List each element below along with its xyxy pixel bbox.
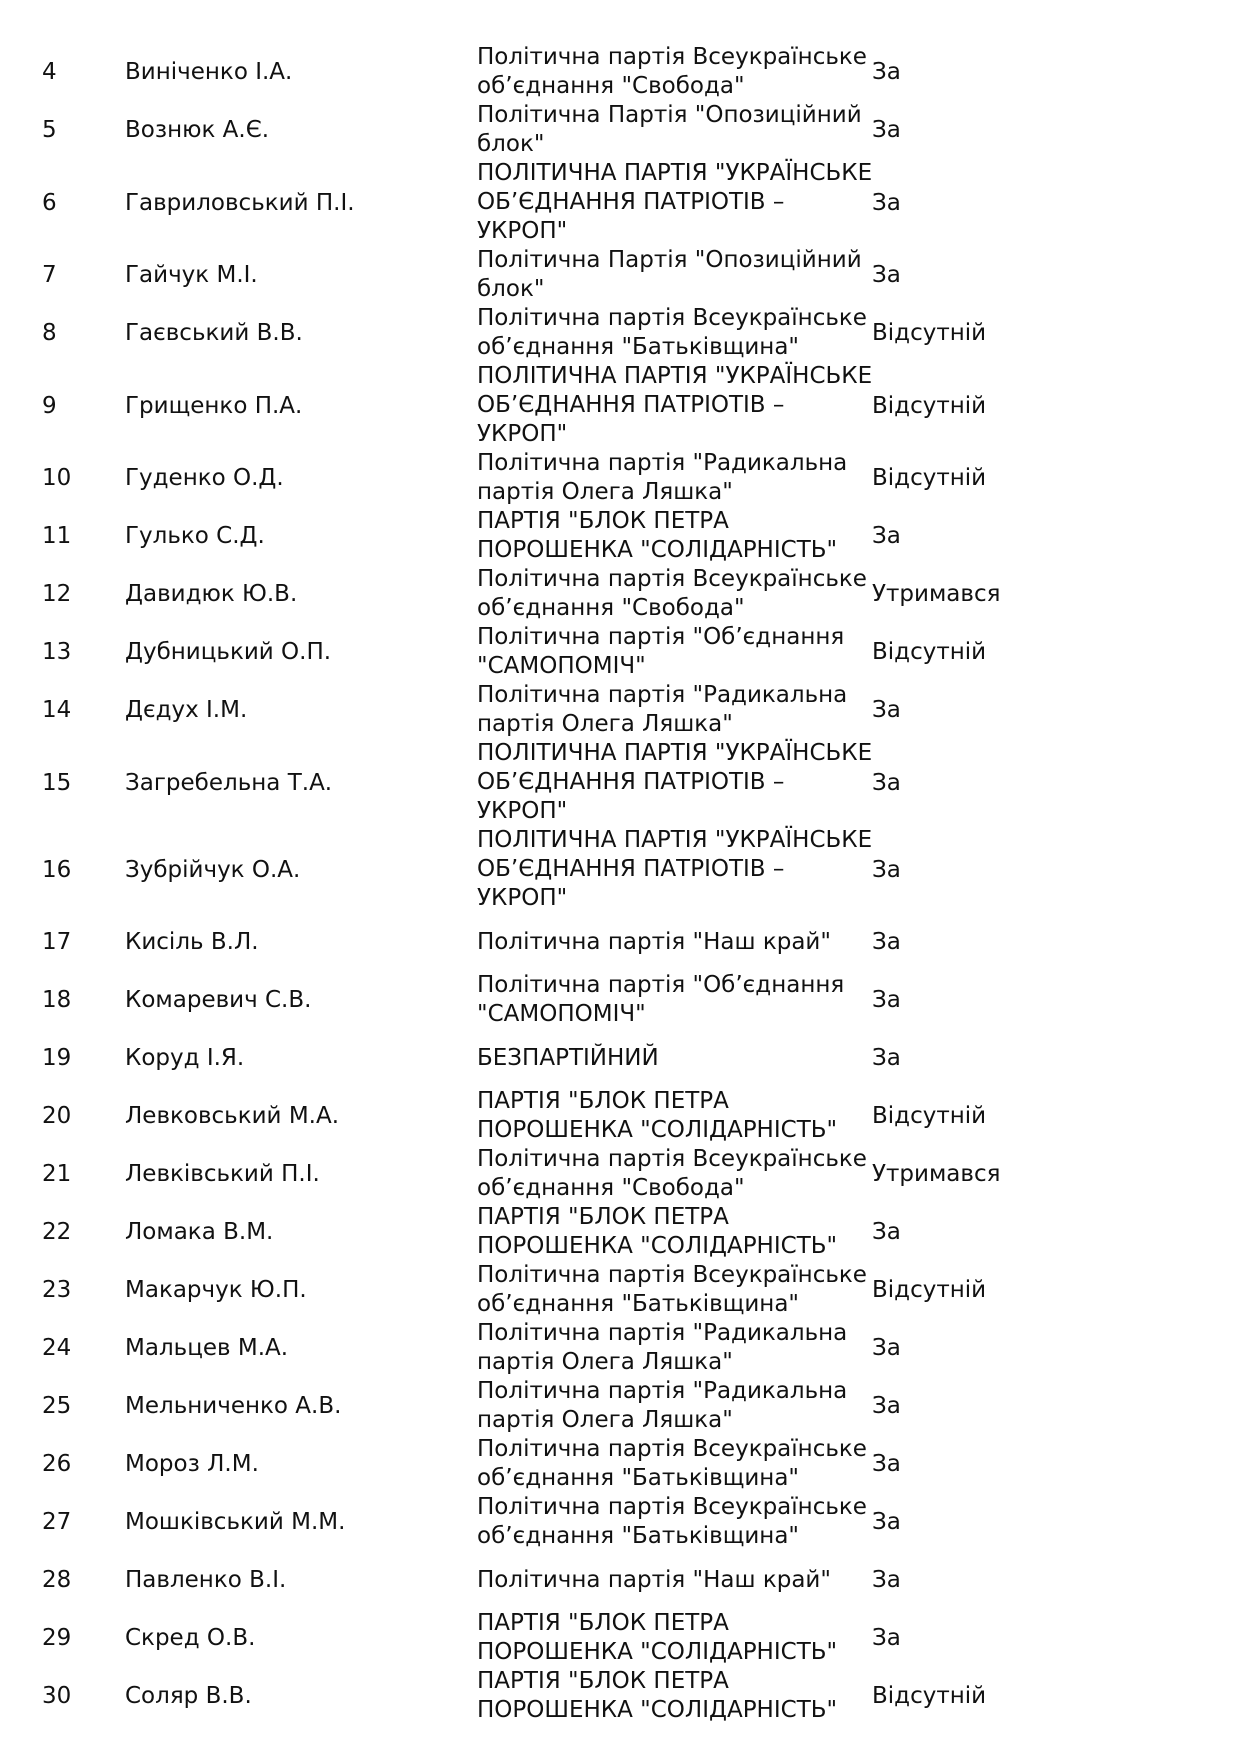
vote-result: Відсутній bbox=[872, 392, 987, 419]
party-affiliation bbox=[477, 681, 877, 739]
party-line: ПАРТІЯ "БЛОК ПЕТРА bbox=[477, 1668, 729, 1694]
party-line: Політична партія Всеукраїнське bbox=[477, 44, 867, 70]
table-row bbox=[0, 304, 1240, 362]
party-line: об’єднання "Батьківщина" bbox=[477, 1523, 800, 1549]
deputy-name: Дубницький О.П. bbox=[125, 639, 332, 665]
party-affiliation bbox=[477, 1319, 877, 1377]
table-row bbox=[0, 1087, 1240, 1145]
row-number: 13 bbox=[42, 639, 72, 665]
table-row bbox=[0, 681, 1240, 739]
party-line: Політична партія "Радикальна bbox=[477, 1378, 848, 1404]
row-number: 21 bbox=[42, 1161, 72, 1187]
deputy-name: Мельниченко А.В. bbox=[125, 1393, 342, 1419]
party-line: ОБ’ЄДНАННЯ ПАТРІОТІВ – bbox=[477, 856, 785, 882]
table-row bbox=[0, 565, 1240, 623]
party-line: ПОЛІТИЧНА ПАРТІЯ "УКРАЇНСЬКЕ bbox=[477, 827, 873, 853]
table-row bbox=[0, 739, 1240, 826]
party-line: Політична партія "Об’єднання bbox=[477, 972, 845, 998]
deputy-name: Ломака В.М. bbox=[125, 1219, 274, 1245]
party-line: "САМОПОМІЧ" bbox=[477, 1001, 646, 1027]
row-number: 8 bbox=[42, 320, 57, 346]
row-number: 4 bbox=[42, 59, 57, 85]
deputy-name: Загребельна Т.А. bbox=[125, 769, 333, 796]
party-line: ПОЛІТИЧНА ПАРТІЯ "УКРАЇНСЬКЕ bbox=[477, 160, 873, 186]
party-line: ПОРОШЕНКА "СОЛІДАРНІСТЬ" bbox=[477, 537, 838, 563]
deputy-name: Мошківський М.М. bbox=[125, 1509, 346, 1535]
deputy-name: Зубрійчук О.А. bbox=[125, 856, 301, 883]
party-affiliation bbox=[477, 304, 877, 362]
table-row bbox=[0, 159, 1240, 246]
table-row bbox=[0, 507, 1240, 565]
party-affiliation bbox=[477, 826, 877, 913]
party-line: Політична партія "Об’єднання bbox=[477, 624, 845, 650]
party-affiliation bbox=[477, 971, 877, 1029]
row-number: 15 bbox=[42, 769, 72, 796]
party-line: блок" bbox=[477, 276, 545, 302]
vote-result: За bbox=[872, 1625, 901, 1651]
row-number: 27 bbox=[42, 1509, 72, 1535]
deputy-name: Левківський П.І. bbox=[125, 1161, 320, 1187]
deputy-name: Давидюк Ю.В. bbox=[125, 581, 298, 607]
table-row bbox=[0, 101, 1240, 159]
party-line: "САМОПОМІЧ" bbox=[477, 653, 646, 679]
deputy-name: Комаревич С.В. bbox=[125, 987, 312, 1013]
row-number: 7 bbox=[42, 262, 57, 288]
vote-result: За bbox=[872, 117, 901, 143]
party-line: Політична партія Всеукраїнське bbox=[477, 305, 867, 331]
party-affiliation bbox=[477, 449, 877, 507]
party-line: партія Олега Ляшка" bbox=[477, 711, 733, 737]
vote-result: Відсутній bbox=[872, 1103, 987, 1129]
table-row bbox=[0, 43, 1240, 101]
party-line: Політична партія "Радикальна bbox=[477, 1320, 848, 1346]
table-row bbox=[0, 1145, 1240, 1203]
deputy-name: Вознюк А.Є. bbox=[125, 117, 270, 143]
row-number: 24 bbox=[42, 1335, 72, 1361]
party-affiliation bbox=[477, 623, 877, 681]
party-line: Політична партія Всеукраїнське bbox=[477, 1146, 867, 1172]
vote-result: За bbox=[872, 1335, 901, 1361]
deputy-name: Мороз Л.М. bbox=[125, 1451, 259, 1477]
row-number: 9 bbox=[42, 392, 57, 419]
table-row bbox=[0, 1667, 1240, 1725]
table-row bbox=[0, 1551, 1240, 1609]
row-number: 10 bbox=[42, 465, 72, 491]
deputy-name: Макарчук Ю.П. bbox=[125, 1277, 307, 1303]
vote-result: За bbox=[872, 523, 901, 549]
deputy-name: Дєдух І.М. bbox=[125, 697, 248, 723]
row-number: 29 bbox=[42, 1625, 72, 1651]
party-affiliation bbox=[477, 1203, 877, 1261]
deputy-name: Павленко В.І. bbox=[125, 1567, 287, 1593]
vote-result: За bbox=[872, 1393, 901, 1419]
vote-result: За bbox=[872, 987, 901, 1013]
party-line: об’єднання "Батьківщина" bbox=[477, 1465, 800, 1491]
table-row bbox=[0, 449, 1240, 507]
party-line: об’єднання "Свобода" bbox=[477, 1175, 745, 1201]
vote-result: За bbox=[872, 697, 901, 723]
table-row bbox=[0, 246, 1240, 304]
vote-result: За bbox=[872, 856, 901, 883]
vote-result: За bbox=[872, 1219, 901, 1245]
party-line: Політична партія "Радикальна bbox=[477, 682, 848, 708]
vote-result: Відсутній bbox=[872, 465, 987, 491]
party-line: ПОРОШЕНКА "СОЛІДАРНІСТЬ" bbox=[477, 1639, 838, 1665]
row-number: 19 bbox=[42, 1045, 72, 1071]
deputy-name: Мальцев М.А. bbox=[125, 1335, 289, 1361]
deputy-name: Гайчук М.І. bbox=[125, 262, 258, 288]
party-line: Політична Партія "Опозиційний bbox=[477, 102, 862, 128]
party-line: ПАРТІЯ "БЛОК ПЕТРА bbox=[477, 508, 729, 534]
vote-result: За bbox=[872, 1451, 901, 1477]
party-affiliation bbox=[477, 43, 877, 101]
vote-result: За bbox=[872, 59, 901, 85]
vote-result: За bbox=[872, 769, 901, 796]
deputy-name: Гаєвський В.В. bbox=[125, 320, 303, 346]
row-number: 22 bbox=[42, 1219, 72, 1245]
party-line: партія Олега Ляшка" bbox=[477, 479, 733, 505]
party-line: ПАРТІЯ "БЛОК ПЕТРА bbox=[477, 1204, 729, 1230]
table-row bbox=[0, 362, 1240, 449]
table-row bbox=[0, 1609, 1240, 1667]
row-number: 23 bbox=[42, 1277, 72, 1303]
party-line: ОБ’ЄДНАННЯ ПАТРІОТІВ – bbox=[477, 392, 785, 418]
deputy-name: Гавриловський П.І. bbox=[125, 189, 355, 216]
party-line: Політична партія "Наш край" bbox=[477, 1566, 831, 1593]
party-line: партія Олега Ляшка" bbox=[477, 1407, 733, 1433]
party-line: ПОЛІТИЧНА ПАРТІЯ "УКРАЇНСЬКЕ bbox=[477, 740, 873, 766]
party-line: Політична партія Всеукраїнське bbox=[477, 1436, 867, 1462]
vote-result: Відсутній bbox=[872, 639, 987, 665]
table-row bbox=[0, 1493, 1240, 1551]
party-line: ПОЛІТИЧНА ПАРТІЯ "УКРАЇНСЬКЕ bbox=[477, 363, 873, 389]
party-affiliation bbox=[477, 1609, 877, 1667]
row-number: 25 bbox=[42, 1393, 72, 1419]
row-number: 14 bbox=[42, 697, 72, 723]
row-number: 26 bbox=[42, 1451, 72, 1477]
party-line: Політична партія "Радикальна bbox=[477, 450, 848, 476]
deputy-name: Гулько С.Д. bbox=[125, 523, 265, 549]
row-number: 18 bbox=[42, 987, 72, 1013]
party-line: ПОРОШЕНКА "СОЛІДАРНІСТЬ" bbox=[477, 1233, 838, 1259]
party-line: ПАРТІЯ "БЛОК ПЕТРА bbox=[477, 1088, 729, 1114]
party-affiliation bbox=[477, 1551, 877, 1609]
deputy-name: Гуденко О.Д. bbox=[125, 465, 284, 491]
vote-result: Утримався bbox=[872, 581, 1001, 607]
table-row bbox=[0, 623, 1240, 681]
deputy-name: Соляр В.В. bbox=[125, 1683, 252, 1709]
party-affiliation bbox=[477, 1087, 877, 1145]
vote-result: За bbox=[872, 189, 901, 216]
vote-result: Утримався bbox=[872, 1161, 1001, 1187]
party-affiliation bbox=[477, 159, 877, 246]
deputy-name: Грищенко П.А. bbox=[125, 392, 303, 419]
table-row bbox=[0, 1377, 1240, 1435]
row-number: 12 bbox=[42, 581, 72, 607]
party-line: УКРОП" bbox=[477, 798, 568, 824]
party-affiliation bbox=[477, 362, 877, 449]
party-affiliation bbox=[477, 507, 877, 565]
party-affiliation bbox=[477, 246, 877, 304]
deputy-name: Кисіль В.Л. bbox=[125, 929, 259, 955]
party-line: об’єднання "Батьківщина" bbox=[477, 1291, 800, 1317]
vote-result: Відсутній bbox=[872, 1277, 987, 1303]
vote-result: За bbox=[872, 1567, 901, 1593]
party-line: партія Олега Ляшка" bbox=[477, 1349, 733, 1375]
row-number: 17 bbox=[42, 929, 72, 955]
party-affiliation bbox=[477, 1667, 877, 1725]
table-row bbox=[0, 1029, 1240, 1087]
vote-result: Відсутній bbox=[872, 1683, 987, 1709]
party-line: БЕЗПАРТІЙНИЙ bbox=[477, 1044, 659, 1071]
party-line: об’єднання "Свобода" bbox=[477, 595, 745, 621]
party-line: об’єднання "Свобода" bbox=[477, 73, 745, 99]
deputy-name: Виніченко І.А. bbox=[125, 59, 293, 85]
party-line: ПАРТІЯ "БЛОК ПЕТРА bbox=[477, 1610, 729, 1636]
deputy-name: Коруд І.Я. bbox=[125, 1045, 245, 1071]
vote-result: За bbox=[872, 1045, 901, 1071]
vote-result: Відсутній bbox=[872, 320, 987, 346]
party-affiliation bbox=[477, 1435, 877, 1493]
table-row bbox=[0, 1435, 1240, 1493]
party-line: Політична партія Всеукраїнське bbox=[477, 566, 867, 592]
vote-result: За bbox=[872, 1509, 901, 1535]
party-line: УКРОП" bbox=[477, 885, 568, 911]
party-affiliation bbox=[477, 1145, 877, 1203]
deputy-name: Скред О.В. bbox=[125, 1625, 256, 1651]
party-affiliation bbox=[477, 913, 877, 971]
party-affiliation bbox=[477, 1377, 877, 1435]
table-row bbox=[0, 1319, 1240, 1377]
row-number: 5 bbox=[42, 117, 57, 143]
party-line: об’єднання "Батьківщина" bbox=[477, 334, 800, 360]
party-affiliation bbox=[477, 1261, 877, 1319]
vote-result: За bbox=[872, 262, 901, 288]
table-row bbox=[0, 913, 1240, 971]
party-affiliation bbox=[477, 1029, 877, 1087]
table-row bbox=[0, 1203, 1240, 1261]
row-number: 6 bbox=[42, 189, 57, 216]
row-number: 30 bbox=[42, 1683, 72, 1709]
row-number: 16 bbox=[42, 856, 72, 883]
table-row bbox=[0, 826, 1240, 913]
deputy-name: Левковський М.А. bbox=[125, 1103, 340, 1129]
row-number: 28 bbox=[42, 1567, 72, 1593]
party-line: Політична партія Всеукраїнське bbox=[477, 1262, 867, 1288]
table-row bbox=[0, 971, 1240, 1029]
party-affiliation bbox=[477, 565, 877, 623]
party-line: УКРОП" bbox=[477, 218, 568, 244]
party-line: УКРОП" bbox=[477, 421, 568, 447]
party-line: ПОРОШЕНКА "СОЛІДАРНІСТЬ" bbox=[477, 1697, 838, 1723]
party-line: Політична Партія "Опозиційний bbox=[477, 247, 862, 273]
row-number: 20 bbox=[42, 1103, 72, 1129]
party-line: ОБ’ЄДНАННЯ ПАТРІОТІВ – bbox=[477, 189, 785, 215]
party-affiliation bbox=[477, 101, 877, 159]
party-line: Політична партія "Наш край" bbox=[477, 928, 831, 955]
party-line: Політична партія Всеукраїнське bbox=[477, 1494, 867, 1520]
table-row bbox=[0, 1261, 1240, 1319]
party-line: блок" bbox=[477, 131, 545, 157]
row-number: 11 bbox=[42, 523, 72, 549]
party-line: ПОРОШЕНКА "СОЛІДАРНІСТЬ" bbox=[477, 1117, 838, 1143]
party-affiliation bbox=[477, 739, 877, 826]
party-affiliation bbox=[477, 1493, 877, 1551]
party-line: ОБ’ЄДНАННЯ ПАТРІОТІВ – bbox=[477, 769, 785, 795]
vote-result: За bbox=[872, 929, 901, 955]
